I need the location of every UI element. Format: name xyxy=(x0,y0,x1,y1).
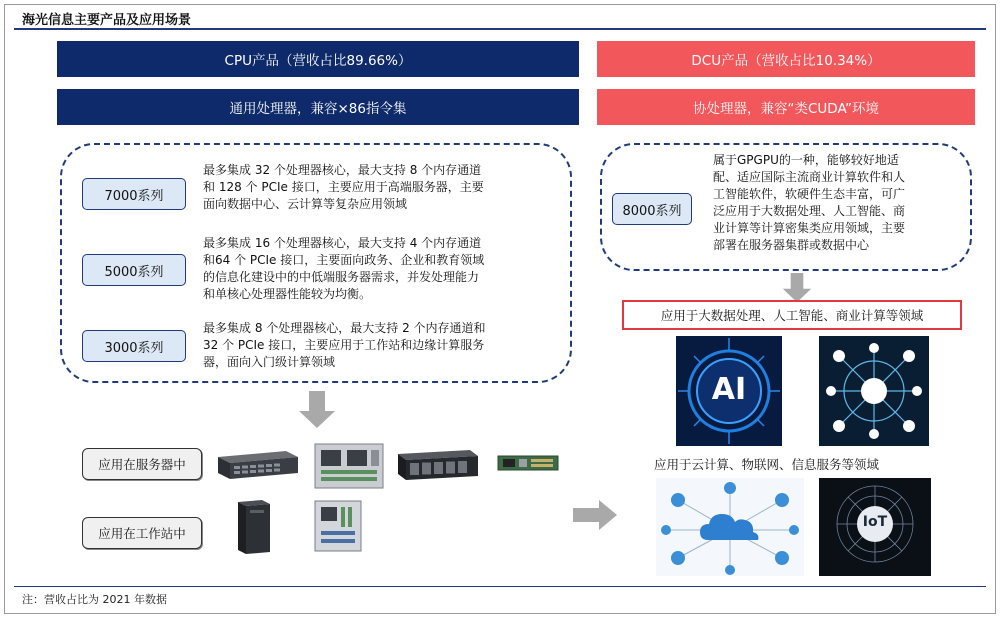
footer-note: 注：营收占比为 2021 年数据 xyxy=(22,593,167,606)
series-7000-line-1: 最多集成 32 个处理器核心，最大支持 8 个内存通道 xyxy=(203,163,482,177)
workstation-tower-image xyxy=(232,498,272,556)
series-8000-line-2: 配、适应国际主流商业计算软件和人 xyxy=(713,170,906,184)
series-3000-line-2: 32 个 PCIe 接口，主要应用于工作站和边缘计算服务 xyxy=(203,338,485,352)
series-8000-desc xyxy=(713,152,968,254)
data-network-image xyxy=(819,336,929,446)
workstation-motherboard-image xyxy=(313,499,363,553)
cpu-down-arrow-icon xyxy=(298,391,336,429)
series-8000-badge: 8000系列 xyxy=(612,193,692,225)
series-8000-line-6: 部署在服务器集群或数据中心 xyxy=(713,238,870,252)
series-3000-desc xyxy=(203,320,563,371)
series-8000-line-1: 属于GPGPU的一种，能够较好地适 xyxy=(713,153,899,167)
server-application-label: 应用在服务器中 xyxy=(82,448,202,480)
cloud-icon xyxy=(656,478,804,576)
figure-title: 海光信息主要产品及应用场景 xyxy=(22,13,192,28)
workstation-application-label: 应用在工作站中 xyxy=(82,517,202,549)
title-rule xyxy=(14,28,986,30)
cpu-title-bar: CPU产品（营收占比89.66%） xyxy=(57,41,579,77)
series-7000-line-2: 和 128 个 PCIe 接口，主要应用于高端服务器，主要 xyxy=(203,180,484,194)
data-network-icon xyxy=(819,336,929,446)
footer-rule xyxy=(14,586,986,587)
series-5000-line-2: 和64 个 PCIe 接口，主要面向政务、企业和教育领域 xyxy=(203,253,485,267)
dcu-subtitle-bar: 协处理器，兼容“类CUDA”环境 xyxy=(597,89,975,125)
iot-text: IoT xyxy=(862,514,888,530)
rack-server-image xyxy=(214,447,300,483)
series-7000-badge: 7000系列 xyxy=(82,178,186,210)
series-8000-line-5: 业计算等计算密集类应用领域，主要 xyxy=(713,221,906,235)
cloud-computing-image xyxy=(656,478,804,576)
iot-image xyxy=(819,478,931,576)
series-5000-line-4: 和单核心处理器性能较为均衡。 xyxy=(203,287,372,301)
series-5000-line-1: 最多集成 16 个处理器核心，最大支持 4 个内存通道 xyxy=(203,236,482,250)
cpu-subtitle-bar: 通用处理器，兼容×86指令集 xyxy=(57,89,579,125)
series-8000-line-3: 工智能软件，软硬件生态丰富，可广 xyxy=(713,187,906,201)
server-motherboard-image xyxy=(313,442,385,490)
series-3000-line-3: 器，面向入门级计算领域 xyxy=(203,355,336,369)
blade-server-image xyxy=(396,448,480,482)
dcu-down-arrow-icon xyxy=(781,273,813,303)
series-3000-badge: 3000系列 xyxy=(82,330,186,362)
right-arrow-icon xyxy=(573,500,617,530)
ai-image xyxy=(676,336,782,446)
series-5000-badge: 5000系列 xyxy=(82,254,186,286)
cloud-application-caption: 应用于云计算、物联网、信息服务等领域 xyxy=(654,457,880,472)
series-7000-desc xyxy=(203,162,563,213)
dcu-application-highlight: 应用于大数据处理、人工智能、商业计算等领域 xyxy=(622,300,962,330)
series-5000-line-3: 的信息化建设中的中低端服务器需求，并发处理能力 xyxy=(203,270,480,284)
ai-text: AI xyxy=(711,372,747,407)
server-board-image xyxy=(497,452,559,474)
series-8000-line-4: 泛应用于大数据处理、人工智能、商 xyxy=(713,204,906,218)
series-7000-line-3: 面向数据中心、云计算等复杂应用领域 xyxy=(203,197,408,211)
series-5000-desc xyxy=(203,235,563,303)
series-3000-line-1: 最多集成 8 个处理器核心，最大支持 2 个内存通道和 xyxy=(203,321,486,335)
dcu-title-bar: DCU产品（营收占比10.34%） xyxy=(597,41,975,77)
